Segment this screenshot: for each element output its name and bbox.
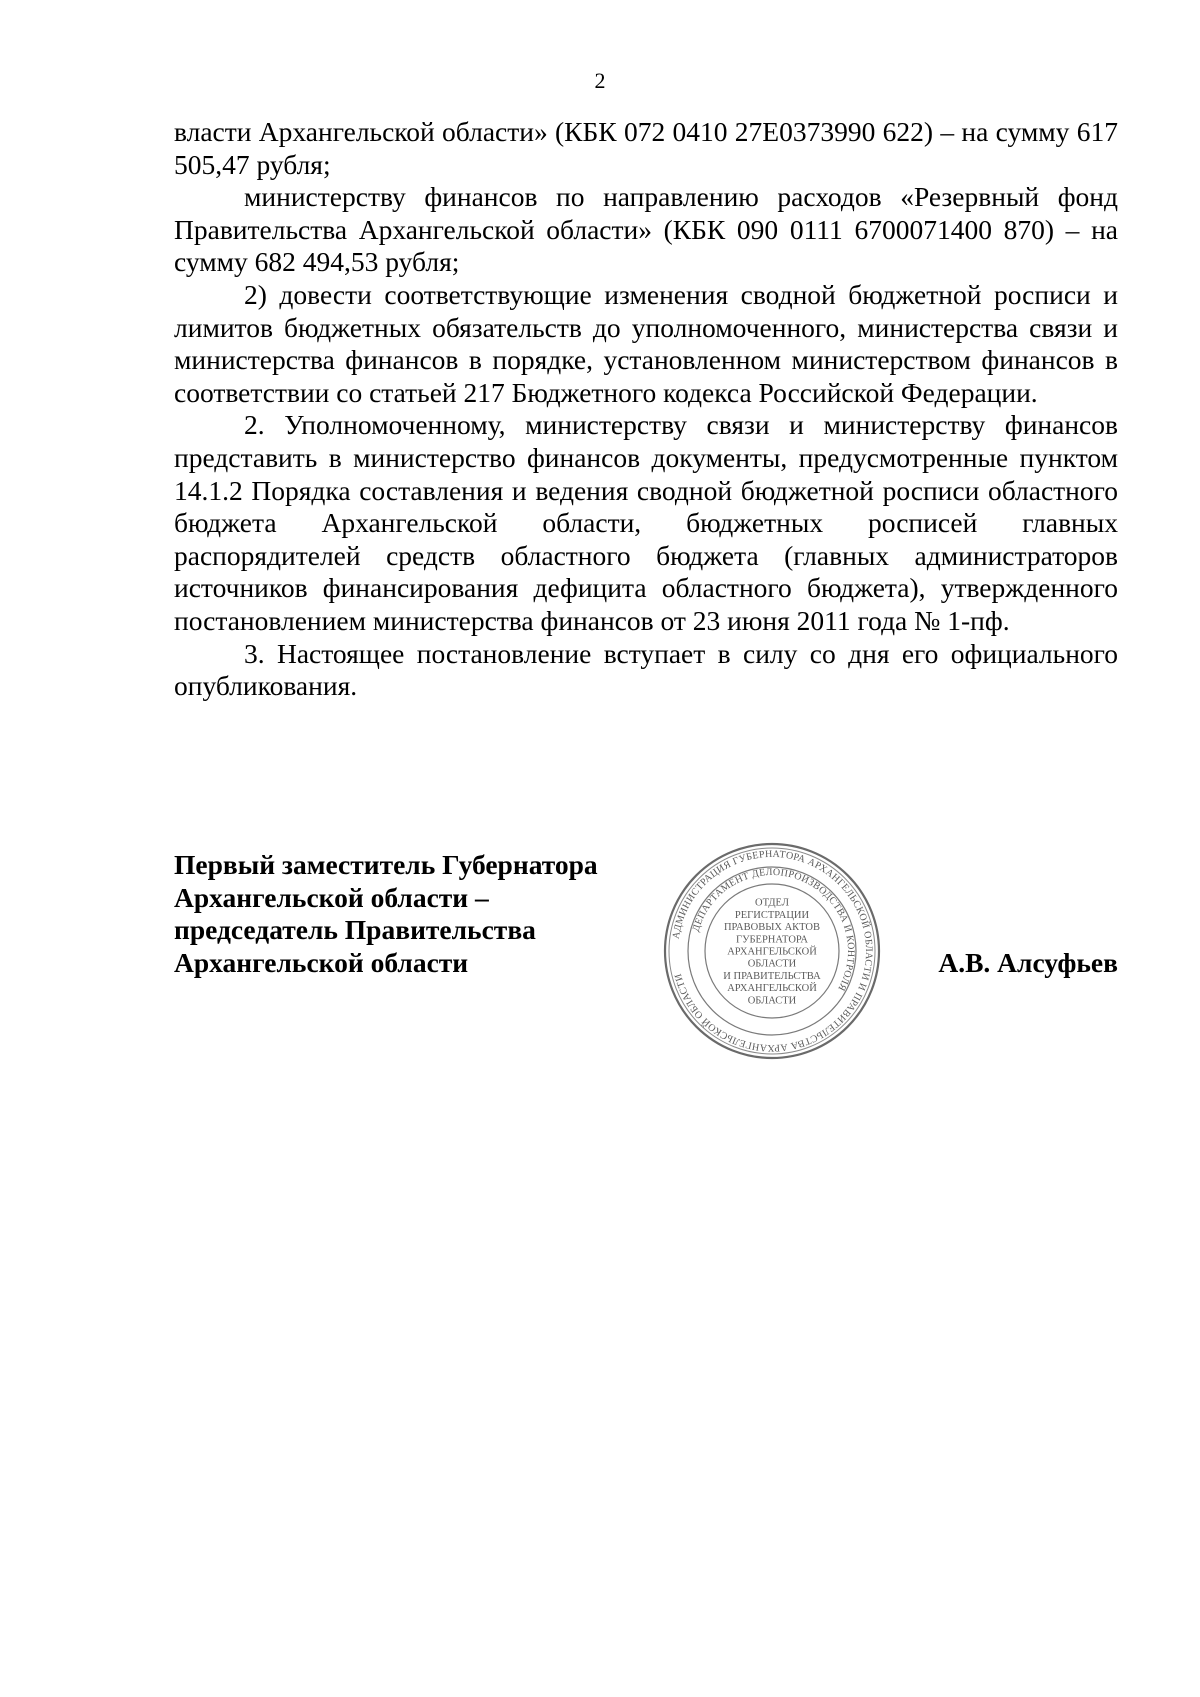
- seal-center-line: ОБЛАСТИ: [747, 958, 797, 970]
- signatory-name: А.В. Алсуфьев: [938, 947, 1118, 978]
- seal-center-line: ОБЛАСТИ: [747, 995, 797, 1007]
- signatory-title-line: Первый заместитель Губернатора: [174, 849, 598, 880]
- seal-center-line: ОТДЕЛ: [755, 897, 789, 909]
- page-number: 2: [594, 68, 606, 93]
- seal-center-text: [723, 898, 821, 1007]
- signatory-title: [174, 849, 598, 979]
- signatory-title-line: Архангельской области –: [174, 881, 489, 913]
- paragraph-item-2-sub-2: 2) довести соответствующие изменения сводной бюджетной росписи и лимитов бюджетных обязательств до уполномоченного, министерства связи и министерства финансов в порядке, установленном министерством финансов в соответствии со статьей 217 Бюджетного кодекса Российской Федерации.: [174, 278, 1118, 408]
- document-body: [174, 116, 1118, 703]
- paragraph-item-3: 3. Настоящее постановление вступает в силу со дня его официального опубликования.: [174, 637, 1118, 702]
- official-seal-stamp: [661, 840, 883, 1062]
- seal-center-line: АРХАНГЕЛЬСКОЙ: [727, 946, 817, 958]
- seal-center-line: РЕГИСТРАЦИИ: [734, 909, 810, 921]
- seal-center-line: ПРАВОВЫХ АКТОВ: [723, 922, 821, 934]
- signatory-title-line: Архангельской области: [174, 946, 469, 978]
- seal-inner-ring-text: ДЕПАРТАМЕНТ ДЕЛОПРОИЗВОДСТВА И КОНТРОЛЯ: [690, 866, 857, 993]
- seal-outer-ring-text: АДМИНИСТРАЦИЯ ГУБЕРНАТОРА АРХАНГЕЛЬСКОЙ ОБЛАСТИ И ПРАВИТЕЛЬСТВА АРХАНГЕЛЬСКОЙ ОБЛАСТИ: [670, 848, 875, 1054]
- paragraph-reserve-fund: министерству финансов по направлению расходов «Резервный фонд Правительства Архангельской области» (КБК 090 0111 6700071400 870) – на сумму 682 494,53 рубля;: [174, 181, 1118, 278]
- signatory-title-line: председатель Правительства: [174, 914, 536, 946]
- paragraph-budget-kbk-072: власти Архангельской области» (КБК 072 0410 27Е0373990 622) – на сумму 617 505,47 рубля;: [174, 116, 1118, 180]
- seal-center-line: И ПРАВИТЕЛЬСТВА: [723, 970, 821, 982]
- seal-center-line: АРХАНГЕЛЬСКОЙ: [727, 983, 817, 995]
- seal-center-line: ГУБЕРНАТОРА: [736, 934, 808, 946]
- paragraph-item-2: 2. Уполномоченному, министерству связи и министерству финансов представить в министерство финансов документы, предусмотренные пунктом 14.1.2 Порядка составления и ведения сводной бюджетной росписи областного бюджета Архангельской области, бюджетных росписей главных распорядителей средств областного бюджета (главных администраторов источников финансирования дефицита областного бюджета), утвержденного постановлением министерства финансов от 23 июня 2011 года № 1-пф.: [174, 409, 1118, 636]
